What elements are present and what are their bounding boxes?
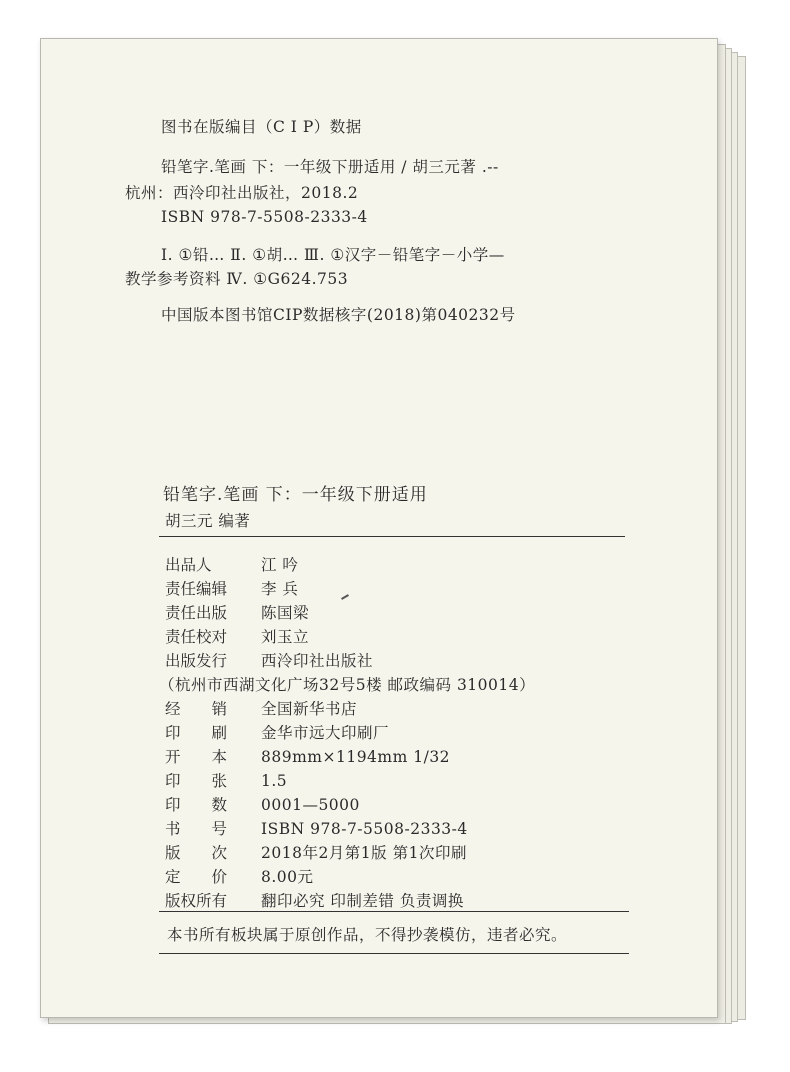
ink-mark bbox=[341, 594, 349, 600]
colophon-label: 责任编辑 bbox=[165, 580, 228, 598]
cip-heading: 图书在版编目（C I P）数据 bbox=[161, 118, 362, 136]
colophon-value: 李 兵 bbox=[261, 580, 299, 598]
colophon-row bbox=[165, 891, 464, 911]
colophon-row bbox=[165, 651, 373, 671]
colophon-row bbox=[165, 771, 287, 791]
colophon-label: 印 数 bbox=[165, 796, 228, 814]
colophon-label: 责任校对 bbox=[165, 628, 228, 646]
colophon-row bbox=[165, 843, 467, 863]
colophon-value: 西泠印社出版社 bbox=[261, 652, 374, 670]
divider bbox=[159, 536, 625, 537]
colophon-value: 1.5 bbox=[261, 772, 288, 790]
colophon-value: 金华市远大印刷厂 bbox=[261, 724, 390, 742]
colophon-label: 印 刷 bbox=[165, 724, 228, 742]
colophon-label: 版 次 bbox=[165, 844, 228, 862]
cip-approval-number: 中国版本图书馆CIP数据核字(2018)第040232号 bbox=[161, 306, 516, 324]
colophon-value: 翻印必究 印制差错 负责调换 bbox=[261, 892, 464, 910]
copyright-notice: 本书所有板块属于原创作品，不得抄袭模仿，违者必究。 bbox=[167, 926, 568, 944]
colophon-value: 陈国梁 bbox=[261, 604, 310, 622]
colophon-label: 定 价 bbox=[165, 868, 228, 886]
colophon-row bbox=[165, 867, 314, 887]
colophon-value: 江 吟 bbox=[261, 556, 299, 574]
colophon-value: 8.00元 bbox=[261, 868, 314, 886]
colophon-row bbox=[165, 699, 357, 719]
colophon-label: 书 号 bbox=[165, 820, 228, 838]
colophon-label: 印 张 bbox=[165, 772, 228, 790]
colophon-value: 2018年2月第1版 第1次印刷 bbox=[261, 844, 467, 862]
book-author: 胡三元 编著 bbox=[165, 512, 251, 530]
colophon-row bbox=[165, 603, 309, 623]
colophon-label: 出品人 bbox=[165, 556, 212, 574]
cip-isbn: ISBN 978-7-5508-2333-4 bbox=[161, 208, 368, 226]
colophon-label: 开 本 bbox=[165, 748, 228, 766]
colophon-value: 889mm×1194mm 1/32 bbox=[261, 748, 451, 766]
colophon-label: 版权所有 bbox=[165, 892, 228, 910]
colophon-row bbox=[165, 579, 298, 599]
colophon-label: 责任出版 bbox=[165, 604, 228, 622]
cip-classification: 教学参考资料 Ⅳ. ①G624.753 bbox=[125, 270, 349, 288]
cip-line: 杭州：西泠印社出版社，2018.2 bbox=[125, 184, 359, 202]
colophon-row bbox=[165, 555, 298, 575]
cip-classification: Ⅰ. ①铅… Ⅱ. ①胡… Ⅲ. ①汉字－铅笔字－小学— bbox=[161, 246, 505, 264]
colophon-value: 全国新华书店 bbox=[261, 700, 358, 718]
colophon-value: ISBN 978-7-5508-2333-4 bbox=[261, 820, 468, 838]
colophon-row bbox=[165, 819, 468, 839]
colophon-value: （杭州市西湖文化广场32号5楼 邮政编码 310014） bbox=[159, 676, 536, 694]
colophon-label: 经 销 bbox=[165, 700, 228, 718]
cip-line: 铅笔字.笔画 下：一年级下册适用 / 胡三元著 .-- bbox=[161, 158, 499, 176]
colophon-row bbox=[159, 675, 535, 695]
colophon-row bbox=[165, 795, 360, 815]
colophon-value: 刘玉立 bbox=[261, 628, 310, 646]
colophon-label: 出版发行 bbox=[165, 652, 228, 670]
book-title: 铅笔字.笔画 下：一年级下册适用 bbox=[163, 485, 428, 505]
divider bbox=[159, 911, 629, 912]
colophon-row bbox=[165, 627, 309, 647]
colophon-value: 0001—5000 bbox=[261, 796, 360, 814]
copyright-page bbox=[40, 38, 718, 1018]
divider bbox=[159, 953, 629, 954]
colophon-row bbox=[165, 723, 389, 743]
colophon-row bbox=[165, 747, 450, 767]
